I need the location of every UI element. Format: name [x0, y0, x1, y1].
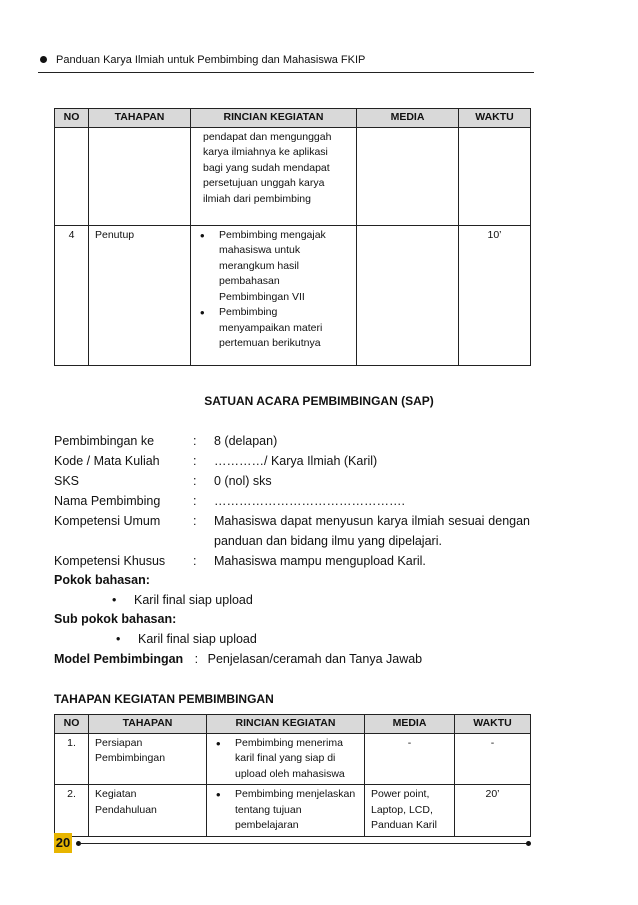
col-header-rincian: RINCIAN KEGIATAN [191, 109, 357, 128]
field-label: Kode / Mata Kuliah [54, 454, 160, 468]
col-header-tahapan: TAHAPAN [89, 109, 191, 128]
field-value: Mahasiswa dapat menyusun karya ilmiah sesuai dengan [214, 514, 530, 528]
model-label: Model Pembimbingan [54, 652, 184, 666]
cell-media [357, 225, 459, 365]
tahapan-section-title: TAHAPAN KEGIATAN PEMBIMBINGAN [54, 692, 274, 706]
cell-no [55, 127, 89, 225]
cell-rincian [191, 127, 357, 225]
model-pembimbingan [54, 650, 422, 668]
cell-no: 2. [55, 785, 89, 837]
rincian-list [197, 228, 350, 352]
cell-rincian [207, 785, 365, 837]
activity-table-continued [54, 108, 531, 366]
col-header-waktu: WAKTU [459, 109, 531, 128]
field-label: Kompetensi Khusus [54, 554, 166, 568]
header-rule [38, 72, 534, 73]
cell-no: 4 [55, 225, 89, 365]
col-header-media: MEDIA [365, 715, 455, 734]
header-title: Panduan Karya Ilmiah untuk Pembimbing dan Mahasiswa FKIP [56, 54, 366, 66]
list-item: • Pembimbing menyampaikan materi pertemuan berikutnya [219, 305, 350, 352]
cell-tahapan: Kegiatan Pendahuluan [89, 785, 207, 837]
cell-waktu [459, 127, 531, 225]
running-header [38, 52, 593, 72]
col-header-no: NO [55, 715, 89, 734]
sub-pokok-bahasan-label: Sub pokok bahasan: [54, 612, 177, 626]
table-row [55, 733, 531, 785]
field-colon: : [193, 494, 197, 508]
field-label: Kompetensi Umum [54, 514, 161, 528]
cell-tahapan: Persiapan Pembimbingan [89, 733, 207, 785]
field-colon: : [193, 434, 197, 448]
table-row [55, 225, 531, 365]
field-value-continued: panduan dan bidang ilmu yang dipelajari. [214, 534, 442, 548]
cell-rincian [191, 225, 357, 365]
rincian-text: pendapat dan mengunggah karya ilmiahnya ke aplikasi bagi yang sudah mendapat persetujuan unggah karya ilmiah dari pembimbing [203, 130, 332, 205]
field-label: Pembimbingan ke [54, 434, 155, 448]
table-header-row [55, 715, 531, 734]
sub-pokok-bahasan-text: Karil final siap upload [138, 632, 257, 646]
model-colon: : [194, 652, 199, 666]
table-row [55, 785, 531, 837]
field-value: …………/ Karya Ilmiah (Karil) [214, 454, 378, 468]
activity-table [54, 714, 531, 837]
field-colon: : [193, 554, 197, 568]
field-value: Mahasiswa mampu mengupload Karil. [214, 554, 426, 568]
page-footer [54, 833, 534, 855]
cell-waktu: 10’ [459, 225, 531, 365]
list-item: • Pembimbing menjelaskan tentang tujuan pembelajaran [235, 787, 358, 834]
field-colon: : [193, 454, 197, 468]
field-colon: : [193, 514, 197, 528]
col-header-rincian: RINCIAN KEGIATAN [207, 715, 365, 734]
cell-no: 1. [55, 733, 89, 785]
cell-waktu: 20’ [455, 785, 531, 837]
field-label: SKS [54, 474, 80, 488]
cell-tahapan: Penutup [89, 225, 191, 365]
rincian-list [213, 787, 358, 834]
sap-title: SATUAN ACARA PEMBIMBINGAN (SAP) [204, 394, 434, 408]
pokok-bahasan-text: Karil final siap upload [134, 593, 253, 607]
pokok-bahasan-label: Pokok bahasan: [54, 573, 150, 587]
cell-rincian [207, 733, 365, 785]
col-header-no: NO [55, 109, 89, 128]
field-label: Nama Pembimbing [54, 494, 161, 508]
col-header-media: MEDIA [357, 109, 459, 128]
page-number: 20 [54, 833, 72, 853]
table-row [55, 127, 531, 225]
col-header-waktu: WAKTU [455, 715, 531, 734]
cell-media: Power point, Laptop, LCD, Panduan Karil [365, 785, 455, 837]
footer-dot-icon [526, 841, 531, 846]
footer-rule [80, 843, 528, 844]
cell-tahapan [89, 127, 191, 225]
field-value: 0 (nol) sks [214, 474, 272, 488]
list-item: • Pembimbing mengajak mahasiswa untuk merangkum hasil pembahasan Pembimbingan VII [219, 228, 350, 306]
table-header-row [55, 109, 531, 128]
field-colon: : [193, 474, 197, 488]
cell-waktu: - [455, 733, 531, 785]
bullet-dot-icon [40, 56, 47, 63]
rincian-list [213, 736, 358, 783]
col-header-tahapan: TAHAPAN [89, 715, 207, 734]
list-item: • Pembimbing menerima karil final yang siap di upload oleh mahasiswa [235, 736, 358, 783]
field-value: 8 (delapan) [214, 434, 278, 448]
bullet-icon: • [116, 632, 121, 646]
bullet-icon: • [112, 593, 117, 607]
model-value: Penjelasan/ceramah dan Tanya Jawab [207, 652, 423, 666]
field-value: ………………………………………. [214, 494, 405, 508]
cell-media: - [365, 733, 455, 785]
cell-media [357, 127, 459, 225]
